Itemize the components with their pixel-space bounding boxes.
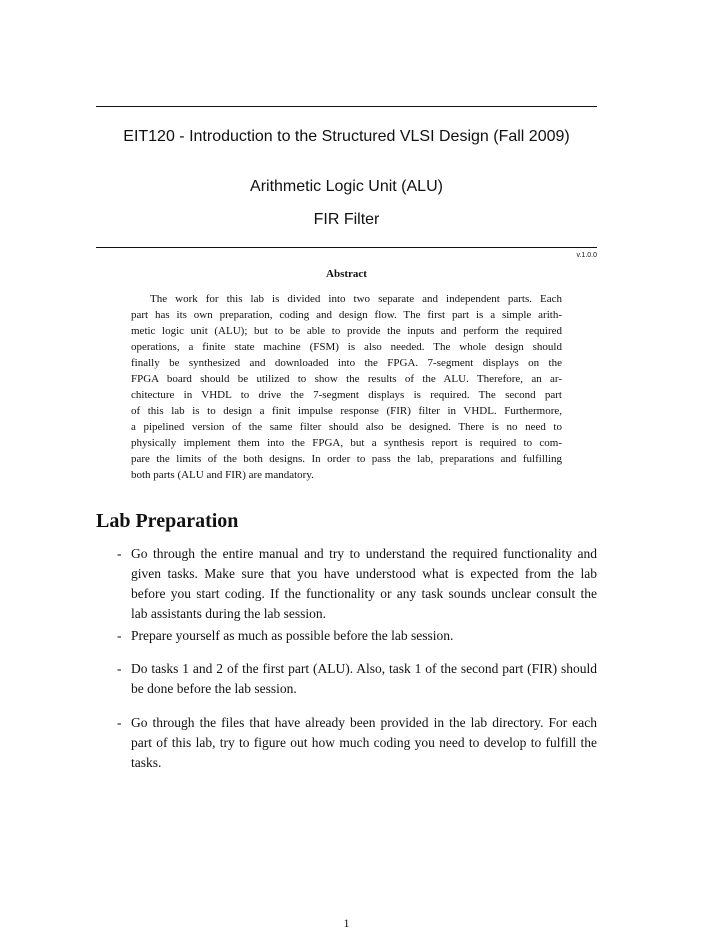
part2-title: FIR Filter bbox=[313, 211, 380, 228]
list-bullet: - bbox=[117, 715, 122, 730]
abstract-line: metic logic unit (ALU); but to be able to provide the inputs and perform the required bbox=[131, 325, 562, 337]
section-title-lab-preparation: Lab Preparation bbox=[96, 510, 239, 532]
list-item-line: before you start coding. If the functionality or any task sounds unclear consult the bbox=[131, 586, 597, 601]
abstract-line: of this lab is to design a finit impulse response (FIR) filter in VHDL. Furthermore, bbox=[131, 405, 562, 417]
abstract-line: pare the limits of the both designs. In order to pass the lab, preparations and fulfilling bbox=[131, 453, 562, 465]
abstract-line: part has its own preparation, coding and design flow. The first part is a simple arith- bbox=[131, 309, 562, 321]
list-item-line: Go through the entire manual and try to understand the required functionality and bbox=[131, 546, 597, 561]
list-item-line: Do tasks 1 and 2 of the first part (ALU). Also, task 1 of the second part (FIR) should bbox=[131, 661, 597, 676]
list-bullet: - bbox=[117, 628, 122, 643]
header-top-rule bbox=[96, 106, 597, 107]
abstract-title: Abstract bbox=[326, 268, 367, 280]
part1-title: Arithmetic Logic Unit (ALU) bbox=[250, 178, 443, 195]
header-bottom-rule bbox=[96, 247, 597, 248]
list-item-line: Prepare yourself as much as possible before the lab session. bbox=[131, 628, 454, 643]
list-item-line: tasks. bbox=[131, 755, 162, 770]
abstract-line: finally be synthesized and downloaded into the FPGA. 7-segment displays on the bbox=[131, 357, 562, 369]
abstract-line: physically implement them into the FPGA, but a synthesis report is required to com- bbox=[131, 437, 562, 449]
list-item-line: Go through the files that have already been provided in the lab directory. For each bbox=[131, 715, 597, 730]
abstract-line: FPGA board should be utilized to show the results of the ALU. Therefore, an ar- bbox=[131, 373, 562, 385]
abstract-line: a pipelined version of the same filter should also be designed. There is no need to bbox=[131, 421, 562, 433]
abstract-line: chitecture in VHDL to drive the 7-segment displays is required. The second part bbox=[131, 389, 562, 401]
list-item-line: given tasks. Make sure that you have understood what is expected from the lab bbox=[131, 566, 597, 581]
abstract-line: both parts (ALU and FIR) are mandatory. bbox=[131, 469, 314, 481]
abstract-line: The work for this lab is divided into two separate and independent parts. Each bbox=[150, 293, 562, 305]
page-number: 1 bbox=[343, 916, 350, 930]
list-bullet: - bbox=[117, 546, 122, 561]
list-item-line: part of this lab, try to figure out how much coding you need to develop to fulfill the bbox=[131, 735, 597, 750]
list-item-line: lab assistants during the lab session. bbox=[131, 606, 326, 621]
list-item-line: be done before the lab session. bbox=[131, 681, 297, 696]
course-title: EIT120 - Introduction to the Structured VLSI Design (Fall 2009) bbox=[123, 128, 570, 145]
list-bullet: - bbox=[117, 661, 122, 676]
abstract-line: operations, a finite state machine (FSM) is also needed. The whole design should bbox=[131, 341, 562, 353]
version-label: v.1.0.0 bbox=[576, 252, 597, 259]
